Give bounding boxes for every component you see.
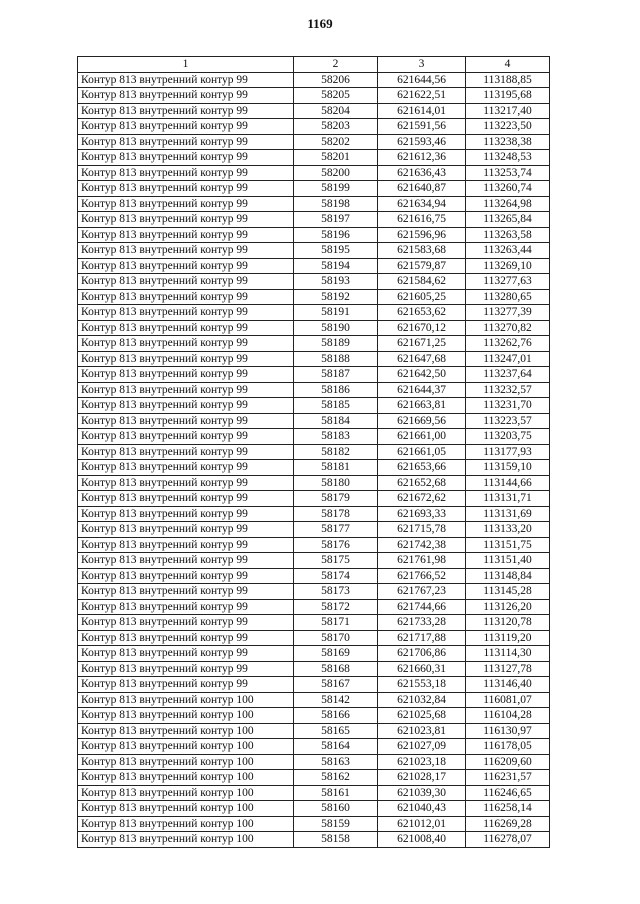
x-coordinate-cell: 621025,68 bbox=[378, 708, 466, 724]
x-coordinate-cell: 621640,87 bbox=[378, 181, 466, 197]
point-number-cell: 58180 bbox=[294, 475, 378, 491]
point-number-cell: 58204 bbox=[294, 103, 378, 119]
x-coordinate-cell: 621634,94 bbox=[378, 196, 466, 212]
contour-name-cell: Контур 813 внутренний контур 99 bbox=[78, 584, 294, 600]
y-coordinate-cell: 113223,57 bbox=[466, 413, 550, 429]
table-row bbox=[78, 212, 550, 228]
contour-name-cell: Контур 813 внутренний контур 100 bbox=[78, 739, 294, 755]
y-coordinate-cell: 113131,71 bbox=[466, 491, 550, 507]
point-number-cell: 58167 bbox=[294, 677, 378, 693]
coordinates-table bbox=[77, 56, 550, 848]
table-row bbox=[78, 103, 550, 119]
x-coordinate-cell: 621591,56 bbox=[378, 119, 466, 135]
point-number-cell: 58199 bbox=[294, 181, 378, 197]
contour-name-cell: Контур 813 внутренний контур 99 bbox=[78, 165, 294, 181]
contour-name-cell: Контур 813 внутренний контур 99 bbox=[78, 367, 294, 383]
y-coordinate-cell: 113148,84 bbox=[466, 568, 550, 584]
contour-name-cell: Контур 813 внутренний контур 99 bbox=[78, 134, 294, 150]
point-number-cell: 58179 bbox=[294, 491, 378, 507]
y-coordinate-cell: 113265,84 bbox=[466, 212, 550, 228]
table-row bbox=[78, 429, 550, 445]
y-coordinate-cell: 113217,40 bbox=[466, 103, 550, 119]
table-row bbox=[78, 274, 550, 290]
table-row bbox=[78, 134, 550, 150]
point-number-cell: 58188 bbox=[294, 351, 378, 367]
point-number-cell: 58175 bbox=[294, 553, 378, 569]
point-number-cell: 58166 bbox=[294, 708, 378, 724]
point-number-cell: 58169 bbox=[294, 646, 378, 662]
table-row bbox=[78, 475, 550, 491]
point-number-cell: 58177 bbox=[294, 522, 378, 538]
point-number-cell: 58190 bbox=[294, 320, 378, 336]
table-row bbox=[78, 460, 550, 476]
y-coordinate-cell: 116178,05 bbox=[466, 739, 550, 755]
contour-name-cell: Контур 813 внутренний контур 100 bbox=[78, 723, 294, 739]
table-row bbox=[78, 72, 550, 88]
contour-name-cell: Контур 813 внутренний контур 99 bbox=[78, 88, 294, 104]
point-number-cell: 58183 bbox=[294, 429, 378, 445]
point-number-cell: 58142 bbox=[294, 692, 378, 708]
y-coordinate-cell: 113247,01 bbox=[466, 351, 550, 367]
table-header-row bbox=[78, 57, 550, 73]
table-row bbox=[78, 320, 550, 336]
contour-name-cell: Контур 813 внутренний контур 99 bbox=[78, 630, 294, 646]
x-coordinate-cell: 621593,46 bbox=[378, 134, 466, 150]
y-coordinate-cell: 116269,28 bbox=[466, 816, 550, 832]
point-number-cell: 58184 bbox=[294, 413, 378, 429]
x-coordinate-cell: 621023,18 bbox=[378, 754, 466, 770]
table-row bbox=[78, 506, 550, 522]
table-row bbox=[78, 305, 550, 321]
y-coordinate-cell: 113177,93 bbox=[466, 444, 550, 460]
contour-name-cell: Контур 813 внутренний контур 99 bbox=[78, 599, 294, 615]
table-row bbox=[78, 832, 550, 848]
point-number-cell: 58203 bbox=[294, 119, 378, 135]
table-row bbox=[78, 723, 550, 739]
point-number-cell: 58191 bbox=[294, 305, 378, 321]
x-coordinate-cell: 621661,00 bbox=[378, 429, 466, 445]
x-coordinate-cell: 621612,36 bbox=[378, 150, 466, 166]
contour-name-cell: Контур 813 внутренний контур 99 bbox=[78, 181, 294, 197]
y-coordinate-cell: 113232,57 bbox=[466, 382, 550, 398]
contour-name-cell: Контур 813 внутренний контур 99 bbox=[78, 475, 294, 491]
x-coordinate-cell: 621032,84 bbox=[378, 692, 466, 708]
table-row bbox=[78, 150, 550, 166]
point-number-cell: 58200 bbox=[294, 165, 378, 181]
point-number-cell: 58196 bbox=[294, 227, 378, 243]
point-number-cell: 58178 bbox=[294, 506, 378, 522]
y-coordinate-cell: 116081,07 bbox=[466, 692, 550, 708]
point-number-cell: 58189 bbox=[294, 336, 378, 352]
contour-name-cell: Контур 813 внутренний контур 99 bbox=[78, 444, 294, 460]
table-row bbox=[78, 119, 550, 135]
x-coordinate-cell: 621644,37 bbox=[378, 382, 466, 398]
x-coordinate-cell: 621653,62 bbox=[378, 305, 466, 321]
x-coordinate-cell: 621605,25 bbox=[378, 289, 466, 305]
table-row bbox=[78, 537, 550, 553]
table-row bbox=[78, 568, 550, 584]
contour-name-cell: Контур 813 внутренний контур 99 bbox=[78, 429, 294, 445]
y-coordinate-cell: 113203,75 bbox=[466, 429, 550, 445]
x-coordinate-cell: 621715,78 bbox=[378, 522, 466, 538]
x-coordinate-cell: 621733,28 bbox=[378, 615, 466, 631]
contour-name-cell: Контур 813 внутренний контур 99 bbox=[78, 522, 294, 538]
point-number-cell: 58174 bbox=[294, 568, 378, 584]
y-coordinate-cell: 113126,20 bbox=[466, 599, 550, 615]
contour-name-cell: Контур 813 внутренний контур 100 bbox=[78, 708, 294, 724]
table-row bbox=[78, 785, 550, 801]
point-number-cell: 58170 bbox=[294, 630, 378, 646]
table-row bbox=[78, 754, 550, 770]
y-coordinate-cell: 113133,20 bbox=[466, 522, 550, 538]
contour-name-cell: Контур 813 внутренний контур 99 bbox=[78, 72, 294, 88]
contour-name-cell: Контур 813 внутренний контур 99 bbox=[78, 119, 294, 135]
y-coordinate-cell: 113223,50 bbox=[466, 119, 550, 135]
y-coordinate-cell: 116246,65 bbox=[466, 785, 550, 801]
contour-name-cell: Контур 813 внутренний контур 99 bbox=[78, 320, 294, 336]
y-coordinate-cell: 113159,10 bbox=[466, 460, 550, 476]
x-coordinate-cell: 621652,68 bbox=[378, 475, 466, 491]
table-row bbox=[78, 615, 550, 631]
y-coordinate-cell: 113145,28 bbox=[466, 584, 550, 600]
contour-name-cell: Контур 813 внутренний контур 99 bbox=[78, 212, 294, 228]
table-row bbox=[78, 88, 550, 104]
point-number-cell: 58163 bbox=[294, 754, 378, 770]
point-number-cell: 58164 bbox=[294, 739, 378, 755]
y-coordinate-cell: 113280,65 bbox=[466, 289, 550, 305]
y-coordinate-cell: 113248,53 bbox=[466, 150, 550, 166]
y-coordinate-cell: 113188,85 bbox=[466, 72, 550, 88]
y-coordinate-cell: 113263,58 bbox=[466, 227, 550, 243]
point-number-cell: 58193 bbox=[294, 274, 378, 290]
point-number-cell: 58160 bbox=[294, 801, 378, 817]
point-number-cell: 58201 bbox=[294, 150, 378, 166]
point-number-cell: 58185 bbox=[294, 398, 378, 414]
point-number-cell: 58206 bbox=[294, 72, 378, 88]
point-number-cell: 58194 bbox=[294, 258, 378, 274]
x-coordinate-cell: 621766,52 bbox=[378, 568, 466, 584]
x-coordinate-cell: 621642,50 bbox=[378, 367, 466, 383]
table-row bbox=[78, 243, 550, 259]
y-coordinate-cell: 113237,64 bbox=[466, 367, 550, 383]
x-coordinate-cell: 621614,01 bbox=[378, 103, 466, 119]
table-row bbox=[78, 258, 550, 274]
y-coordinate-cell: 116104,28 bbox=[466, 708, 550, 724]
point-number-cell: 58159 bbox=[294, 816, 378, 832]
table-row bbox=[78, 351, 550, 367]
point-number-cell: 58182 bbox=[294, 444, 378, 460]
contour-name-cell: Контур 813 внутренний контур 100 bbox=[78, 832, 294, 848]
table-row bbox=[78, 491, 550, 507]
x-coordinate-cell: 621744,66 bbox=[378, 599, 466, 615]
point-number-cell: 58195 bbox=[294, 243, 378, 259]
table-row bbox=[78, 553, 550, 569]
contour-name-cell: Контур 813 внутренний контур 99 bbox=[78, 460, 294, 476]
point-number-cell: 58187 bbox=[294, 367, 378, 383]
y-coordinate-cell: 113262,76 bbox=[466, 336, 550, 352]
y-coordinate-cell: 113277,39 bbox=[466, 305, 550, 321]
point-number-cell: 58176 bbox=[294, 537, 378, 553]
x-coordinate-cell: 621584,62 bbox=[378, 274, 466, 290]
table-body bbox=[78, 72, 550, 847]
table-row bbox=[78, 289, 550, 305]
table-row bbox=[78, 677, 550, 693]
x-coordinate-cell: 621742,38 bbox=[378, 537, 466, 553]
table-row bbox=[78, 599, 550, 615]
x-coordinate-cell: 621693,33 bbox=[378, 506, 466, 522]
contour-name-cell: Контур 813 внутренний контур 99 bbox=[78, 289, 294, 305]
x-coordinate-cell: 621579,87 bbox=[378, 258, 466, 274]
table-row bbox=[78, 816, 550, 832]
table-row bbox=[78, 801, 550, 817]
contour-name-cell: Контур 813 внутренний контур 99 bbox=[78, 646, 294, 662]
x-coordinate-cell: 621661,05 bbox=[378, 444, 466, 460]
x-coordinate-cell: 621012,01 bbox=[378, 816, 466, 832]
contour-name-cell: Контур 813 внутренний контур 99 bbox=[78, 506, 294, 522]
contour-name-cell: Контур 813 внутренний контур 99 bbox=[78, 553, 294, 569]
point-number-cell: 58197 bbox=[294, 212, 378, 228]
x-coordinate-cell: 621553,18 bbox=[378, 677, 466, 693]
point-number-cell: 58198 bbox=[294, 196, 378, 212]
x-coordinate-cell: 621653,66 bbox=[378, 460, 466, 476]
y-coordinate-cell: 113119,20 bbox=[466, 630, 550, 646]
x-coordinate-cell: 621717,88 bbox=[378, 630, 466, 646]
x-coordinate-cell: 621761,98 bbox=[378, 553, 466, 569]
table-row bbox=[78, 739, 550, 755]
y-coordinate-cell: 113151,75 bbox=[466, 537, 550, 553]
point-number-cell: 58158 bbox=[294, 832, 378, 848]
point-number-cell: 58162 bbox=[294, 770, 378, 786]
contour-name-cell: Контур 813 внутренний контур 99 bbox=[78, 615, 294, 631]
contour-name-cell: Контур 813 внутренний контур 99 bbox=[78, 150, 294, 166]
table-row bbox=[78, 196, 550, 212]
contour-name-cell: Контур 813 внутренний контур 99 bbox=[78, 196, 294, 212]
contour-name-cell: Контур 813 внутренний контур 100 bbox=[78, 785, 294, 801]
contour-name-cell: Контур 813 внутренний контур 99 bbox=[78, 336, 294, 352]
contour-name-cell: Контур 813 внутренний контур 99 bbox=[78, 258, 294, 274]
table-row bbox=[78, 692, 550, 708]
point-number-cell: 58161 bbox=[294, 785, 378, 801]
table-row bbox=[78, 584, 550, 600]
contour-name-cell: Контур 813 внутренний контур 99 bbox=[78, 491, 294, 507]
contour-name-cell: Контур 813 внутренний контур 99 bbox=[78, 568, 294, 584]
y-coordinate-cell: 113263,44 bbox=[466, 243, 550, 259]
y-coordinate-cell: 113270,82 bbox=[466, 320, 550, 336]
y-coordinate-cell: 116130,97 bbox=[466, 723, 550, 739]
x-coordinate-cell: 621023,81 bbox=[378, 723, 466, 739]
table-row bbox=[78, 165, 550, 181]
table-row bbox=[78, 630, 550, 646]
y-coordinate-cell: 113231,70 bbox=[466, 398, 550, 414]
x-coordinate-cell: 621669,56 bbox=[378, 413, 466, 429]
point-number-cell: 58192 bbox=[294, 289, 378, 305]
x-coordinate-cell: 621671,25 bbox=[378, 336, 466, 352]
contour-name-cell: Контур 813 внутренний контур 99 bbox=[78, 382, 294, 398]
contour-name-cell: Контур 813 внутренний контур 100 bbox=[78, 816, 294, 832]
x-coordinate-cell: 621670,12 bbox=[378, 320, 466, 336]
table-row bbox=[78, 522, 550, 538]
column-header: 4 bbox=[466, 57, 550, 73]
table-row bbox=[78, 661, 550, 677]
x-coordinate-cell: 621622,51 bbox=[378, 88, 466, 104]
y-coordinate-cell: 113264,98 bbox=[466, 196, 550, 212]
table-row bbox=[78, 646, 550, 662]
y-coordinate-cell: 116258,14 bbox=[466, 801, 550, 817]
point-number-cell: 58205 bbox=[294, 88, 378, 104]
contour-name-cell: Контур 813 внутренний контур 99 bbox=[78, 103, 294, 119]
table-row bbox=[78, 398, 550, 414]
x-coordinate-cell: 621663,81 bbox=[378, 398, 466, 414]
point-number-cell: 58165 bbox=[294, 723, 378, 739]
point-number-cell: 58172 bbox=[294, 599, 378, 615]
y-coordinate-cell: 113195,68 bbox=[466, 88, 550, 104]
y-coordinate-cell: 113146,40 bbox=[466, 677, 550, 693]
contour-name-cell: Контур 813 внутренний контур 100 bbox=[78, 754, 294, 770]
x-coordinate-cell: 621672,62 bbox=[378, 491, 466, 507]
y-coordinate-cell: 113269,10 bbox=[466, 258, 550, 274]
x-coordinate-cell: 621028,17 bbox=[378, 770, 466, 786]
contour-name-cell: Контур 813 внутренний контур 99 bbox=[78, 274, 294, 290]
x-coordinate-cell: 621040,43 bbox=[378, 801, 466, 817]
contour-name-cell: Контур 813 внутренний контур 99 bbox=[78, 227, 294, 243]
column-header: 2 bbox=[294, 57, 378, 73]
contour-name-cell: Контур 813 внутренний контур 99 bbox=[78, 413, 294, 429]
point-number-cell: 58202 bbox=[294, 134, 378, 150]
contour-name-cell: Контур 813 внутренний контур 99 bbox=[78, 351, 294, 367]
x-coordinate-cell: 621027,09 bbox=[378, 739, 466, 755]
contour-name-cell: Контур 813 внутренний контур 99 bbox=[78, 243, 294, 259]
contour-name-cell: Контур 813 внутренний контур 100 bbox=[78, 801, 294, 817]
x-coordinate-cell: 621647,68 bbox=[378, 351, 466, 367]
y-coordinate-cell: 113151,40 bbox=[466, 553, 550, 569]
y-coordinate-cell: 113253,74 bbox=[466, 165, 550, 181]
table-row bbox=[78, 227, 550, 243]
y-coordinate-cell: 116278,07 bbox=[466, 832, 550, 848]
y-coordinate-cell: 116231,57 bbox=[466, 770, 550, 786]
y-coordinate-cell: 113277,63 bbox=[466, 274, 550, 290]
table-row bbox=[78, 367, 550, 383]
table-row bbox=[78, 336, 550, 352]
contour-name-cell: Контур 813 внутренний контур 100 bbox=[78, 692, 294, 708]
x-coordinate-cell: 621636,43 bbox=[378, 165, 466, 181]
table-row bbox=[78, 181, 550, 197]
point-number-cell: 58173 bbox=[294, 584, 378, 600]
point-number-cell: 58168 bbox=[294, 661, 378, 677]
column-header: 3 bbox=[378, 57, 466, 73]
x-coordinate-cell: 621767,23 bbox=[378, 584, 466, 600]
page-number: 1169 bbox=[307, 16, 333, 31]
y-coordinate-cell: 116209,60 bbox=[466, 754, 550, 770]
contour-name-cell: Контур 813 внутренний контур 100 bbox=[78, 770, 294, 786]
point-number-cell: 58181 bbox=[294, 460, 378, 476]
x-coordinate-cell: 621039,30 bbox=[378, 785, 466, 801]
table-row bbox=[78, 413, 550, 429]
x-coordinate-cell: 621596,96 bbox=[378, 227, 466, 243]
x-coordinate-cell: 621706,86 bbox=[378, 646, 466, 662]
table-row bbox=[78, 708, 550, 724]
contour-name-cell: Контур 813 внутренний контур 99 bbox=[78, 305, 294, 321]
y-coordinate-cell: 113127,78 bbox=[466, 661, 550, 677]
x-coordinate-cell: 621008,40 bbox=[378, 832, 466, 848]
table-row bbox=[78, 444, 550, 460]
y-coordinate-cell: 113144,66 bbox=[466, 475, 550, 491]
x-coordinate-cell: 621616,75 bbox=[378, 212, 466, 228]
contour-name-cell: Контур 813 внутренний контур 99 bbox=[78, 398, 294, 414]
y-coordinate-cell: 113131,69 bbox=[466, 506, 550, 522]
x-coordinate-cell: 621660,31 bbox=[378, 661, 466, 677]
y-coordinate-cell: 113114,30 bbox=[466, 646, 550, 662]
x-coordinate-cell: 621583,68 bbox=[378, 243, 466, 259]
y-coordinate-cell: 113260,74 bbox=[466, 181, 550, 197]
y-coordinate-cell: 113238,38 bbox=[466, 134, 550, 150]
column-header: 1 bbox=[78, 57, 294, 73]
point-number-cell: 58171 bbox=[294, 615, 378, 631]
point-number-cell: 58186 bbox=[294, 382, 378, 398]
table-row bbox=[78, 382, 550, 398]
y-coordinate-cell: 113120,78 bbox=[466, 615, 550, 631]
contour-name-cell: Контур 813 внутренний контур 99 bbox=[78, 661, 294, 677]
contour-name-cell: Контур 813 внутренний контур 99 bbox=[78, 537, 294, 553]
x-coordinate-cell: 621644,56 bbox=[378, 72, 466, 88]
contour-name-cell: Контур 813 внутренний контур 99 bbox=[78, 677, 294, 693]
table-row bbox=[78, 770, 550, 786]
